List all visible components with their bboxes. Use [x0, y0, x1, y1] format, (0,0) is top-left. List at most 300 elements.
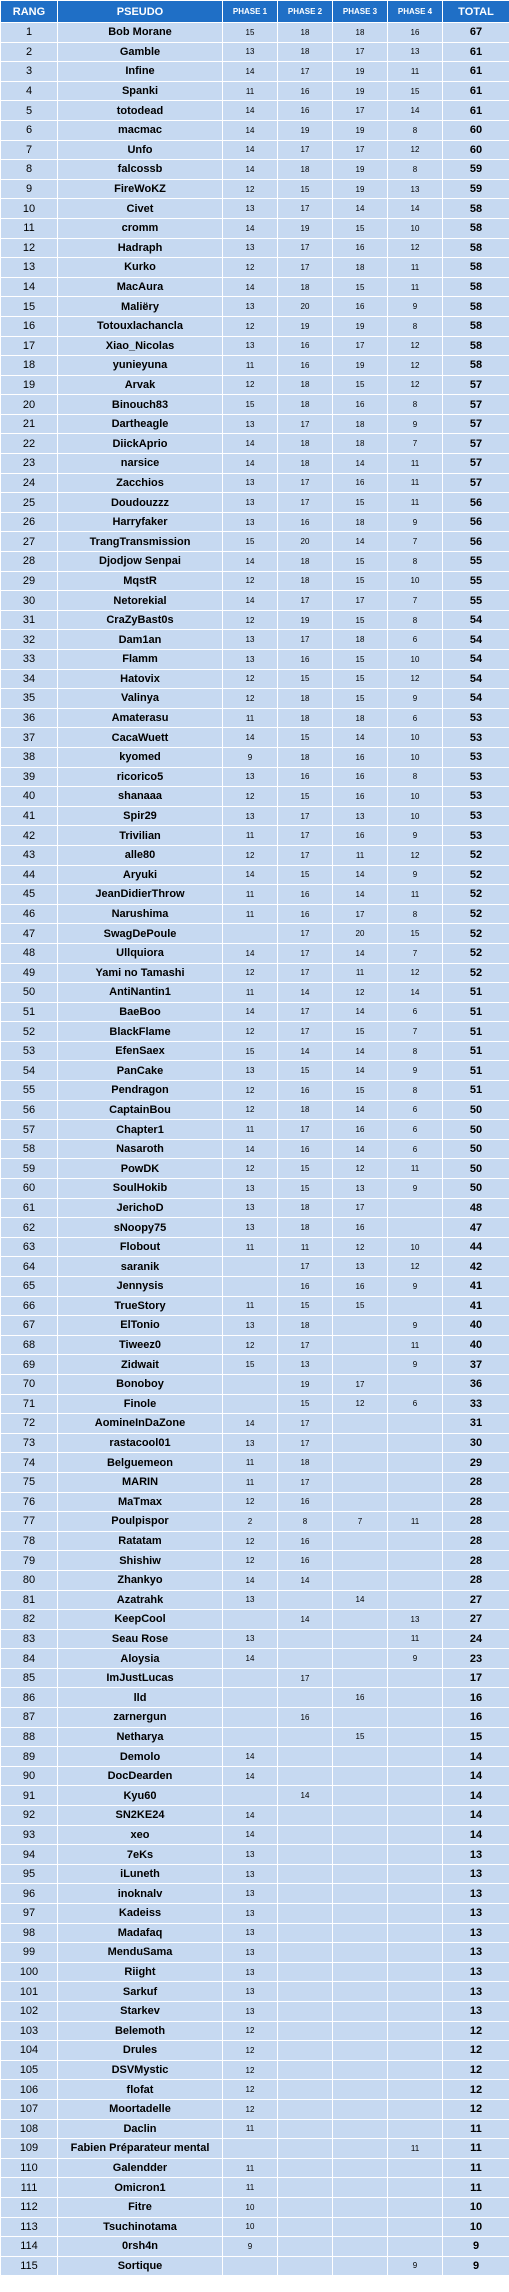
- phase-2-cell: 16: [278, 650, 332, 669]
- pseudo-cell: AomineInDaZone: [58, 1414, 222, 1433]
- phase-4-cell: [388, 1747, 442, 1766]
- phase-4-cell: 12: [388, 337, 442, 356]
- phase-2-cell: [278, 2159, 332, 2178]
- pseudo-cell: Aloysia: [58, 1649, 222, 1668]
- phase-3-cell: [333, 1434, 387, 1453]
- total-cell: 58: [443, 278, 509, 297]
- phase-2-cell: 15: [278, 1395, 332, 1414]
- phase-1-cell: 9: [223, 2237, 277, 2256]
- table-row: [1, 1159, 509, 1178]
- table-row: [1, 1120, 509, 1139]
- total-cell: 50: [443, 1159, 509, 1178]
- pseudo-cell: SoulHokib: [58, 1179, 222, 1198]
- phase-2-cell: 16: [278, 356, 332, 375]
- pseudo-cell: Netharya: [58, 1728, 222, 1747]
- phase-2-cell: 17: [278, 846, 332, 865]
- pseudo-cell: kyomed: [58, 748, 222, 767]
- pseudo-cell: shanaaa: [58, 787, 222, 806]
- phase-2-cell: 16: [278, 337, 332, 356]
- phase-1-cell: 13: [223, 474, 277, 493]
- phase-1-cell: 14: [223, 278, 277, 297]
- phase-1-cell: [223, 1257, 277, 1276]
- phase-4-cell: 8: [388, 317, 442, 336]
- phase-2-cell: 11: [278, 1238, 332, 1257]
- table-row: [1, 630, 509, 649]
- phase-1-cell: 12: [223, 846, 277, 865]
- phase-4-cell: 8: [388, 611, 442, 630]
- phase-1-cell: [223, 1375, 277, 1394]
- header-phase-3: PHASE 3: [333, 1, 387, 22]
- rank-cell: 80: [1, 1571, 57, 1590]
- total-cell: 12: [443, 2080, 509, 2099]
- total-cell: 40: [443, 1336, 509, 1355]
- total-cell: 13: [443, 1924, 509, 1943]
- phase-4-cell: [388, 1786, 442, 1805]
- phase-4-cell: 14: [388, 199, 442, 218]
- rank-cell: 49: [1, 964, 57, 983]
- phase-3-cell: 18: [333, 513, 387, 532]
- pseudo-cell: iLuneth: [58, 1865, 222, 1884]
- table-row: [1, 748, 509, 767]
- rank-cell: 69: [1, 1355, 57, 1374]
- pseudo-cell: Aryuki: [58, 866, 222, 885]
- phase-1-cell: 12: [223, 670, 277, 689]
- total-cell: 50: [443, 1179, 509, 1198]
- phase-4-cell: [388, 1532, 442, 1551]
- phase-4-cell: 16: [388, 23, 442, 42]
- pseudo-cell: Harryfaker: [58, 513, 222, 532]
- table-row: [1, 2120, 509, 2139]
- phase-1-cell: 10: [223, 2198, 277, 2217]
- total-cell: 56: [443, 513, 509, 532]
- total-cell: 13: [443, 1845, 509, 1864]
- pseudo-cell: lld: [58, 1688, 222, 1707]
- phase-2-cell: 18: [278, 552, 332, 571]
- rank-cell: 20: [1, 395, 57, 414]
- total-cell: 52: [443, 964, 509, 983]
- total-cell: 50: [443, 1120, 509, 1139]
- rank-cell: 45: [1, 885, 57, 904]
- phase-1-cell: 11: [223, 1453, 277, 1472]
- pseudo-cell: sNoopy75: [58, 1218, 222, 1237]
- header-phase-4: PHASE 4: [388, 1, 442, 22]
- phase-1-cell: 11: [223, 709, 277, 728]
- phase-1-cell: 14: [223, 1140, 277, 1159]
- phase-3-cell: 15: [333, 376, 387, 395]
- pseudo-cell: Netorekial: [58, 591, 222, 610]
- phase-4-cell: 14: [388, 983, 442, 1002]
- pseudo-cell: DSVMystic: [58, 2061, 222, 2080]
- phase-2-cell: [278, 1767, 332, 1786]
- total-cell: 58: [443, 356, 509, 375]
- table-row: [1, 1434, 509, 1453]
- rank-cell: 23: [1, 454, 57, 473]
- rank-cell: 52: [1, 1022, 57, 1041]
- table-row: [1, 239, 509, 258]
- phase-4-cell: [388, 1434, 442, 1453]
- phase-4-cell: [388, 1904, 442, 1923]
- total-cell: 41: [443, 1277, 509, 1296]
- rank-cell: 29: [1, 572, 57, 591]
- table-row: [1, 1591, 509, 1610]
- phase-3-cell: 15: [333, 1728, 387, 1747]
- phase-2-cell: 18: [278, 43, 332, 62]
- phase-1-cell: 13: [223, 199, 277, 218]
- phase-4-cell: 9: [388, 1277, 442, 1296]
- phase-2-cell: 18: [278, 748, 332, 767]
- pseudo-cell: Daclin: [58, 2120, 222, 2139]
- rank-cell: 110: [1, 2159, 57, 2178]
- total-cell: 11: [443, 2159, 509, 2178]
- phase-3-cell: 16: [333, 1218, 387, 1237]
- phase-4-cell: 6: [388, 709, 442, 728]
- phase-2-cell: 17: [278, 807, 332, 826]
- pseudo-cell: TrueStory: [58, 1297, 222, 1316]
- total-cell: 52: [443, 944, 509, 963]
- rank-cell: 78: [1, 1532, 57, 1551]
- total-cell: 52: [443, 846, 509, 865]
- phase-4-cell: 11: [388, 258, 442, 277]
- table-row: [1, 1924, 509, 1943]
- pseudo-cell: Omicron1: [58, 2178, 222, 2197]
- phase-1-cell: 11: [223, 356, 277, 375]
- total-cell: 51: [443, 1042, 509, 1061]
- table-row: [1, 1297, 509, 1316]
- phase-4-cell: [388, 1884, 442, 1903]
- pseudo-cell: CacaWuett: [58, 728, 222, 747]
- phase-4-cell: 12: [388, 239, 442, 258]
- phase-3-cell: 13: [333, 1257, 387, 1276]
- pseudo-cell: Fitre: [58, 2198, 222, 2217]
- phase-3-cell: [333, 1708, 387, 1727]
- table-row: [1, 866, 509, 885]
- phase-4-cell: 9: [388, 297, 442, 316]
- rank-cell: 104: [1, 2041, 57, 2060]
- table-row: [1, 337, 509, 356]
- phase-3-cell: [333, 1336, 387, 1355]
- rank-cell: 56: [1, 1101, 57, 1120]
- total-cell: 14: [443, 1806, 509, 1825]
- phase-1-cell: 13: [223, 239, 277, 258]
- total-cell: 57: [443, 434, 509, 453]
- pseudo-cell: Kurko: [58, 258, 222, 277]
- phase-1-cell: 13: [223, 415, 277, 434]
- phase-1-cell: 12: [223, 1022, 277, 1041]
- total-cell: 56: [443, 532, 509, 551]
- phase-4-cell: 8: [388, 160, 442, 179]
- phase-2-cell: 18: [278, 1316, 332, 1335]
- phase-4-cell: [388, 2002, 442, 2021]
- phase-4-cell: 13: [388, 43, 442, 62]
- phase-3-cell: [333, 1493, 387, 1512]
- table-row: [1, 2159, 509, 2178]
- total-cell: 33: [443, 1395, 509, 1414]
- phase-2-cell: 17: [278, 474, 332, 493]
- phase-4-cell: [388, 1943, 442, 1962]
- phase-3-cell: 12: [333, 1395, 387, 1414]
- phase-2-cell: 16: [278, 82, 332, 101]
- phase-2-cell: 17: [278, 1003, 332, 1022]
- phase-3-cell: 14: [333, 1061, 387, 1080]
- total-cell: 13: [443, 1884, 509, 1903]
- total-cell: 16: [443, 1708, 509, 1727]
- phase-3-cell: 14: [333, 454, 387, 473]
- phase-4-cell: 6: [388, 1003, 442, 1022]
- phase-2-cell: [278, 2061, 332, 2080]
- phase-1-cell: 12: [223, 787, 277, 806]
- total-cell: 58: [443, 258, 509, 277]
- rank-cell: 40: [1, 787, 57, 806]
- table-row: [1, 1473, 509, 1492]
- phase-1-cell: [223, 1688, 277, 1707]
- phase-3-cell: [333, 2237, 387, 2256]
- rank-cell: 3: [1, 62, 57, 81]
- ranking-body: [1, 23, 509, 2275]
- table-row: [1, 611, 509, 630]
- pseudo-cell: MaTmax: [58, 1493, 222, 1512]
- phase-1-cell: 12: [223, 1532, 277, 1551]
- rank-cell: 4: [1, 82, 57, 101]
- table-row: [1, 1453, 509, 1472]
- pseudo-cell: ricorico5: [58, 768, 222, 787]
- rank-cell: 46: [1, 905, 57, 924]
- phase-4-cell: 8: [388, 1081, 442, 1100]
- phase-3-cell: [333, 2061, 387, 2080]
- total-cell: 16: [443, 1688, 509, 1707]
- phase-3-cell: 18: [333, 258, 387, 277]
- phase-2-cell: 15: [278, 1159, 332, 1178]
- phase-1-cell: 14: [223, 434, 277, 453]
- rank-cell: 113: [1, 2218, 57, 2237]
- table-row: [1, 2218, 509, 2237]
- table-row: [1, 101, 509, 120]
- phase-2-cell: 16: [278, 1708, 332, 1727]
- total-cell: 30: [443, 1434, 509, 1453]
- table-row: [1, 2061, 509, 2080]
- pseudo-cell: BaeBoo: [58, 1003, 222, 1022]
- phase-3-cell: 15: [333, 552, 387, 571]
- phase-2-cell: [278, 2100, 332, 2119]
- total-cell: 53: [443, 748, 509, 767]
- pseudo-cell: Xiao_Nicolas: [58, 337, 222, 356]
- total-cell: 27: [443, 1610, 509, 1629]
- phase-1-cell: 14: [223, 1826, 277, 1845]
- phase-3-cell: [333, 1845, 387, 1864]
- rank-cell: 63: [1, 1238, 57, 1257]
- phase-2-cell: [278, 2002, 332, 2021]
- rank-cell: 12: [1, 239, 57, 258]
- phase-2-cell: 17: [278, 1336, 332, 1355]
- pseudo-cell: Pendragon: [58, 1081, 222, 1100]
- total-cell: 54: [443, 611, 509, 630]
- phase-2-cell: 18: [278, 395, 332, 414]
- phase-1-cell: 13: [223, 1904, 277, 1923]
- total-cell: 14: [443, 1747, 509, 1766]
- pseudo-cell: CraZyBast0s: [58, 611, 222, 630]
- rank-cell: 26: [1, 513, 57, 532]
- phase-3-cell: 15: [333, 1022, 387, 1041]
- rank-cell: 90: [1, 1767, 57, 1786]
- pseudo-cell: Kyu60: [58, 1786, 222, 1805]
- rank-cell: 48: [1, 944, 57, 963]
- table-row: [1, 1532, 509, 1551]
- phase-4-cell: 13: [388, 1610, 442, 1629]
- phase-4-cell: 11: [388, 1159, 442, 1178]
- pseudo-cell: inoknalv: [58, 1884, 222, 1903]
- phase-1-cell: 13: [223, 1179, 277, 1198]
- phase-1-cell: 12: [223, 2080, 277, 2099]
- rank-cell: 105: [1, 2061, 57, 2080]
- phase-4-cell: 11: [388, 1336, 442, 1355]
- phase-4-cell: 11: [388, 493, 442, 512]
- rank-cell: 33: [1, 650, 57, 669]
- total-cell: 12: [443, 2022, 509, 2041]
- phase-2-cell: 18: [278, 1453, 332, 1472]
- rank-cell: 74: [1, 1453, 57, 1472]
- phase-4-cell: 8: [388, 768, 442, 787]
- phase-3-cell: 12: [333, 1238, 387, 1257]
- phase-2-cell: 17: [278, 141, 332, 160]
- rank-cell: 88: [1, 1728, 57, 1747]
- phase-4-cell: 8: [388, 1042, 442, 1061]
- table-row: [1, 1767, 509, 1786]
- rank-cell: 37: [1, 728, 57, 747]
- table-row: [1, 532, 509, 551]
- table-row: [1, 2100, 509, 2119]
- pseudo-cell: FireWoKZ: [58, 180, 222, 199]
- phase-2-cell: 15: [278, 866, 332, 885]
- phase-3-cell: [333, 2022, 387, 2041]
- phase-1-cell: 9: [223, 748, 277, 767]
- total-cell: 61: [443, 82, 509, 101]
- table-row: [1, 474, 509, 493]
- rank-cell: 14: [1, 278, 57, 297]
- phase-4-cell: [388, 1767, 442, 1786]
- total-cell: 53: [443, 807, 509, 826]
- phase-1-cell: 14: [223, 1414, 277, 1433]
- phase-3-cell: 18: [333, 23, 387, 42]
- phase-3-cell: [333, 2139, 387, 2158]
- phase-2-cell: 17: [278, 62, 332, 81]
- table-row: [1, 1747, 509, 1766]
- table-row: [1, 317, 509, 336]
- phase-1-cell: 12: [223, 180, 277, 199]
- phase-4-cell: 9: [388, 689, 442, 708]
- phase-1-cell: [223, 1277, 277, 1296]
- rank-cell: 24: [1, 474, 57, 493]
- total-cell: 50: [443, 1140, 509, 1159]
- phase-1-cell: 13: [223, 768, 277, 787]
- total-cell: 11: [443, 2120, 509, 2139]
- phase-4-cell: [388, 2022, 442, 2041]
- pseudo-cell: Gamble: [58, 43, 222, 62]
- phase-3-cell: 14: [333, 944, 387, 963]
- pseudo-cell: Infine: [58, 62, 222, 81]
- table-row: [1, 846, 509, 865]
- phase-1-cell: 13: [223, 1434, 277, 1453]
- phase-3-cell: 17: [333, 141, 387, 160]
- phase-3-cell: 14: [333, 1140, 387, 1159]
- table-row: [1, 1943, 509, 1962]
- phase-1-cell: [223, 1786, 277, 1805]
- phase-2-cell: 19: [278, 219, 332, 238]
- rank-cell: 76: [1, 1493, 57, 1512]
- table-row: [1, 1865, 509, 1884]
- phase-4-cell: 11: [388, 885, 442, 904]
- total-cell: 52: [443, 885, 509, 904]
- pseudo-cell: Trivilian: [58, 826, 222, 845]
- phase-4-cell: 12: [388, 964, 442, 983]
- rank-cell: 109: [1, 2139, 57, 2158]
- phase-4-cell: 6: [388, 1140, 442, 1159]
- phase-2-cell: 18: [278, 689, 332, 708]
- table-row: [1, 1218, 509, 1237]
- phase-4-cell: 8: [388, 121, 442, 140]
- phase-3-cell: 16: [333, 395, 387, 414]
- phase-3-cell: 15: [333, 278, 387, 297]
- phase-3-cell: 18: [333, 630, 387, 649]
- phase-1-cell: [223, 1395, 277, 1414]
- phase-2-cell: [278, 1649, 332, 1668]
- rank-cell: 44: [1, 866, 57, 885]
- phase-3-cell: 19: [333, 121, 387, 140]
- phase-3-cell: [333, 1669, 387, 1688]
- phase-3-cell: 16: [333, 787, 387, 806]
- rank-cell: 8: [1, 160, 57, 179]
- phase-3-cell: 14: [333, 1591, 387, 1610]
- phase-1-cell: [223, 2257, 277, 2276]
- total-cell: 67: [443, 23, 509, 42]
- phase-4-cell: 6: [388, 1120, 442, 1139]
- phase-1-cell: 12: [223, 2041, 277, 2060]
- table-row: [1, 2022, 509, 2041]
- phase-1-cell: 15: [223, 395, 277, 414]
- phase-3-cell: [333, 1786, 387, 1805]
- phase-4-cell: 8: [388, 552, 442, 571]
- phase-4-cell: 7: [388, 591, 442, 610]
- total-cell: 11: [443, 2178, 509, 2197]
- table-row: [1, 1238, 509, 1257]
- rank-cell: 99: [1, 1943, 57, 1962]
- rank-cell: 25: [1, 493, 57, 512]
- table-row: [1, 1982, 509, 2001]
- phase-3-cell: 13: [333, 1179, 387, 1198]
- phase-1-cell: 15: [223, 23, 277, 42]
- header-pseudo: PSEUDO: [58, 1, 222, 22]
- phase-3-cell: [333, 2178, 387, 2197]
- rank-cell: 13: [1, 258, 57, 277]
- pseudo-cell: falcossb: [58, 160, 222, 179]
- rank-cell: 65: [1, 1277, 57, 1296]
- total-cell: 23: [443, 1649, 509, 1668]
- table-row: [1, 768, 509, 787]
- phase-4-cell: 11: [388, 278, 442, 297]
- pseudo-cell: PowDK: [58, 1159, 222, 1178]
- rank-cell: 114: [1, 2237, 57, 2256]
- phase-1-cell: 11: [223, 885, 277, 904]
- phase-4-cell: [388, 2178, 442, 2197]
- phase-1-cell: 13: [223, 650, 277, 669]
- phase-4-cell: [388, 2218, 442, 2237]
- total-cell: 54: [443, 650, 509, 669]
- rank-cell: 107: [1, 2100, 57, 2119]
- pseudo-cell: Fabien Préparateur mental: [58, 2139, 222, 2158]
- phase-2-cell: 18: [278, 23, 332, 42]
- phase-2-cell: 14: [278, 1610, 332, 1629]
- rank-cell: 91: [1, 1786, 57, 1805]
- phase-4-cell: 9: [388, 415, 442, 434]
- phase-4-cell: 10: [388, 807, 442, 826]
